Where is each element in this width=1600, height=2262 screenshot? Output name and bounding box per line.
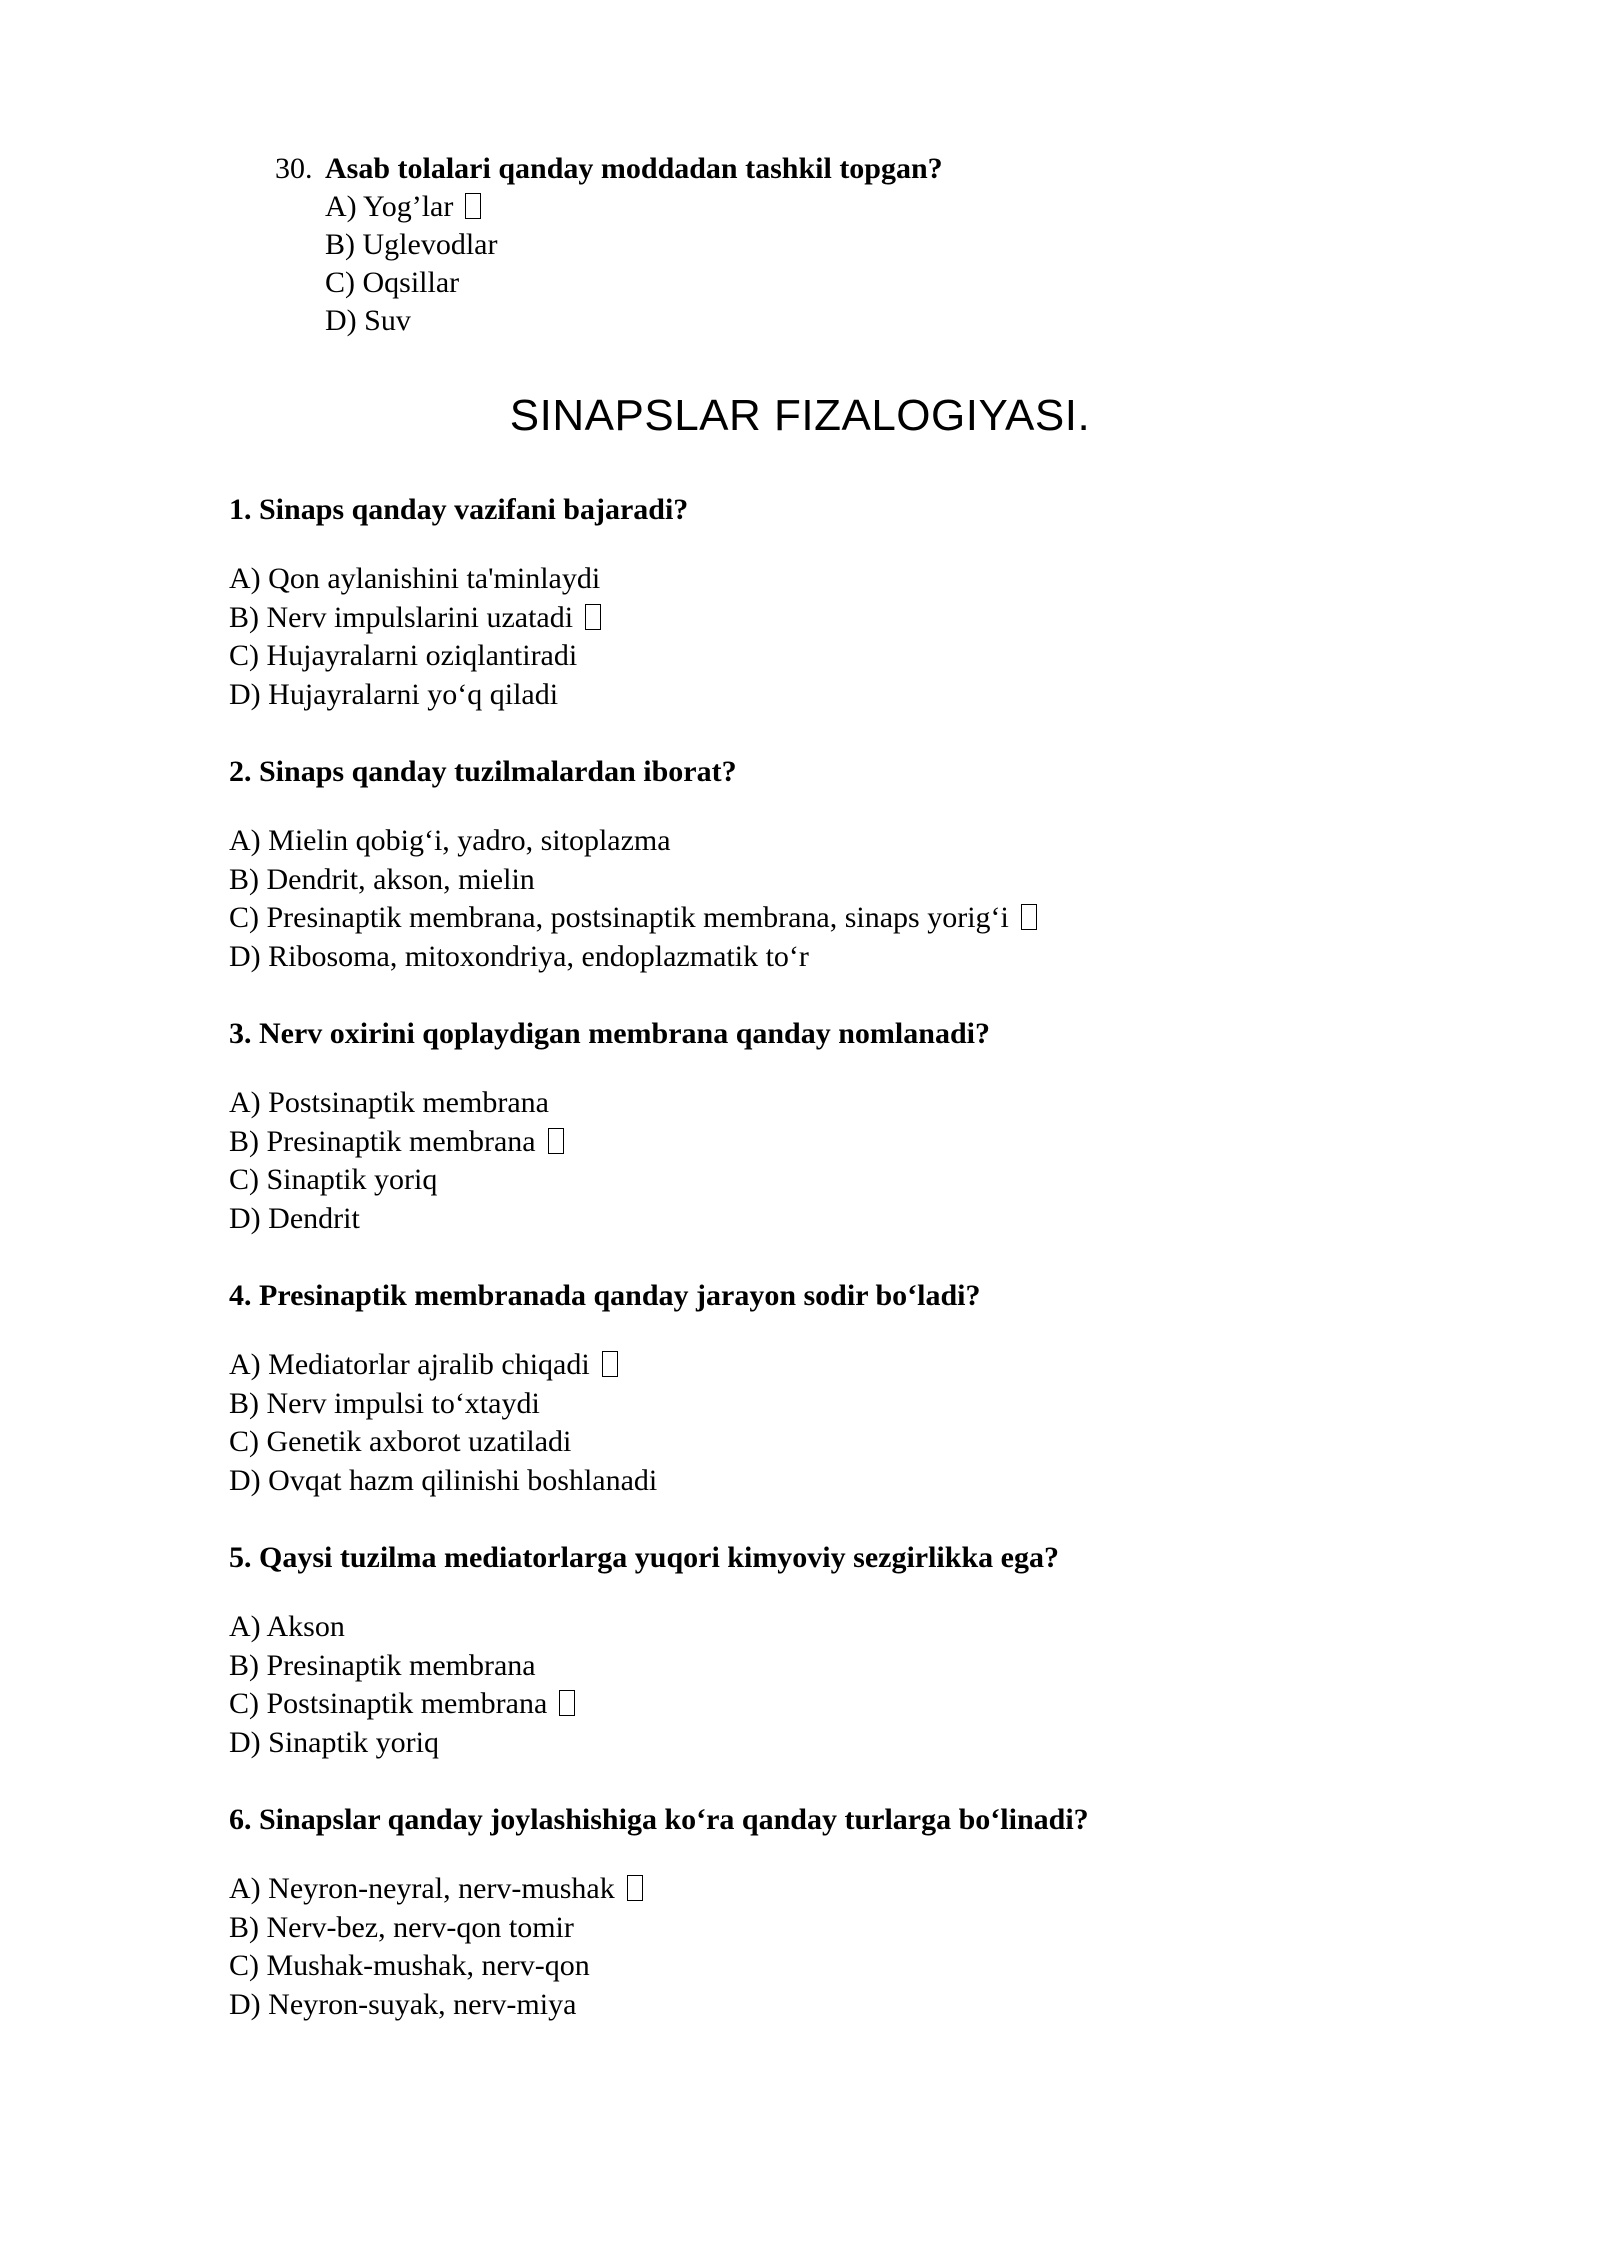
answer-option xyxy=(229,1161,1429,1200)
question-number: 30. xyxy=(275,152,313,185)
option-text: B) Presinaptik membrana xyxy=(229,1648,536,1682)
answer-option xyxy=(229,599,1429,638)
answer-option xyxy=(229,1423,1429,1462)
answer-option xyxy=(229,1200,1429,1239)
option-text: A) Yog’lar xyxy=(325,190,454,223)
option-text: D) Sinaptik yoriq xyxy=(229,1725,439,1759)
answer-option xyxy=(325,264,943,302)
question-2 xyxy=(229,750,1429,976)
answer-option xyxy=(325,226,943,264)
answer-option xyxy=(229,899,1429,938)
answer-option xyxy=(229,1724,1429,1763)
answer-option xyxy=(229,1084,1429,1123)
answer-option xyxy=(229,1385,1429,1424)
answer-mark-icon xyxy=(1021,904,1037,930)
option-text: C) Oqsillar xyxy=(325,266,460,299)
answer-option xyxy=(229,560,1429,599)
question-6 xyxy=(229,1798,1429,2024)
answer-option xyxy=(229,1123,1429,1162)
answer-mark-icon xyxy=(548,1128,564,1154)
answer-option xyxy=(229,1870,1429,1909)
question-30-header xyxy=(275,150,943,188)
option-text: A) Postsinaptik membrana xyxy=(229,1086,549,1119)
option-text: B) Presinaptik membrana xyxy=(229,1124,536,1158)
option-text: A) Qon aylanishini ta'minlaydi xyxy=(229,562,601,595)
answer-option xyxy=(229,1986,1429,2025)
answer-mark-icon xyxy=(627,1875,643,1901)
option-text: C) Mushak-mushak, nerv-qon xyxy=(229,1949,590,1982)
answer-option xyxy=(229,1608,1429,1647)
answer-mark-icon xyxy=(585,604,601,630)
option-text: A) Mielin qobig‘i, yadro, sitoplazma xyxy=(229,824,671,857)
question-title: 3. Nerv oxirini qoplaydigan membrana qanday nomlanadi? xyxy=(229,1017,990,1050)
question-title: 2. Sinaps qanday tuzilmalardan iborat? xyxy=(229,755,737,788)
option-text: A) Akson xyxy=(229,1610,345,1643)
option-text: B) Nerv-bez, nerv-qon tomir xyxy=(229,1910,574,1944)
option-text: D) Dendrit xyxy=(229,1201,360,1235)
option-text: A) Neyron-neyral, nerv-mushak xyxy=(229,1872,615,1905)
option-text: B) Nerv impulsi to‘xtaydi xyxy=(229,1386,540,1420)
section-title: SINAPSLAR FIZALOGIYASI. xyxy=(509,391,1091,440)
answer-option xyxy=(229,637,1429,676)
option-text: D) Neyron-suyak, nerv-miya xyxy=(229,1987,577,2021)
option-text: A) Mediatorlar ajralib chiqadi xyxy=(229,1348,590,1381)
answer-options xyxy=(325,188,943,340)
option-text: B) Nerv impulslarini uzatadi xyxy=(229,600,574,634)
answer-option xyxy=(325,188,943,226)
question-list xyxy=(229,488,1429,2060)
option-text: C) Sinaptik yoriq xyxy=(229,1163,438,1196)
answer-option xyxy=(325,302,943,340)
option-text: D) Ribosoma, mitoxondriya, endoplazmatik to‘r xyxy=(229,939,809,973)
answer-option xyxy=(229,1647,1429,1686)
question-5 xyxy=(229,1536,1429,1762)
option-text: D) Hujayralarni yo‘q qiladi xyxy=(229,677,559,711)
option-text: C) Genetik axborot uzatiladi xyxy=(229,1425,572,1458)
option-text: C) Postsinaptik membrana xyxy=(229,1687,548,1720)
answer-mark-icon xyxy=(559,1690,575,1716)
question-text: Asab tolalari qanday moddadan tashkil topgan? xyxy=(325,152,943,185)
option-text: C) Hujayralarni oziqlantiradi xyxy=(229,639,578,672)
answer-option xyxy=(229,1685,1429,1724)
answer-option xyxy=(229,1462,1429,1501)
question-title: 6. Sinapslar qanday joylashishiga ko‘ra qanday turlarga bo‘linadi? xyxy=(229,1803,1089,1836)
question-title: 4. Presinaptik membranada qanday jarayon sodir bo‘ladi? xyxy=(229,1279,981,1312)
answer-option xyxy=(229,822,1429,861)
option-text: D) Ovqat hazm qilinishi boshlanadi xyxy=(229,1463,658,1497)
question-title: 5. Qaysi tuzilma mediatorlarga yuqori kimyoviy sezgirlikka ega? xyxy=(229,1541,1059,1574)
answer-option xyxy=(229,676,1429,715)
answer-option xyxy=(229,861,1429,900)
answer-mark-icon xyxy=(465,193,481,219)
answer-option xyxy=(229,938,1429,977)
option-text: D) Suv xyxy=(325,304,411,337)
question-title: 1. Sinaps qanday vazifani bajaradi? xyxy=(229,493,689,526)
answer-option xyxy=(229,1346,1429,1385)
question-3 xyxy=(229,1012,1429,1238)
question-4 xyxy=(229,1274,1429,1500)
option-text: C) Presinaptik membrana, postsinaptik membrana, sinaps yorig‘i xyxy=(229,901,1009,934)
option-text: B) Uglevodlar xyxy=(325,228,498,261)
answer-option xyxy=(229,1947,1429,1986)
option-text: B) Dendrit, akson, mielin xyxy=(229,862,535,896)
answer-mark-icon xyxy=(602,1351,618,1377)
question-30 xyxy=(275,150,943,340)
answer-option xyxy=(229,1909,1429,1948)
question-1 xyxy=(229,488,1429,714)
